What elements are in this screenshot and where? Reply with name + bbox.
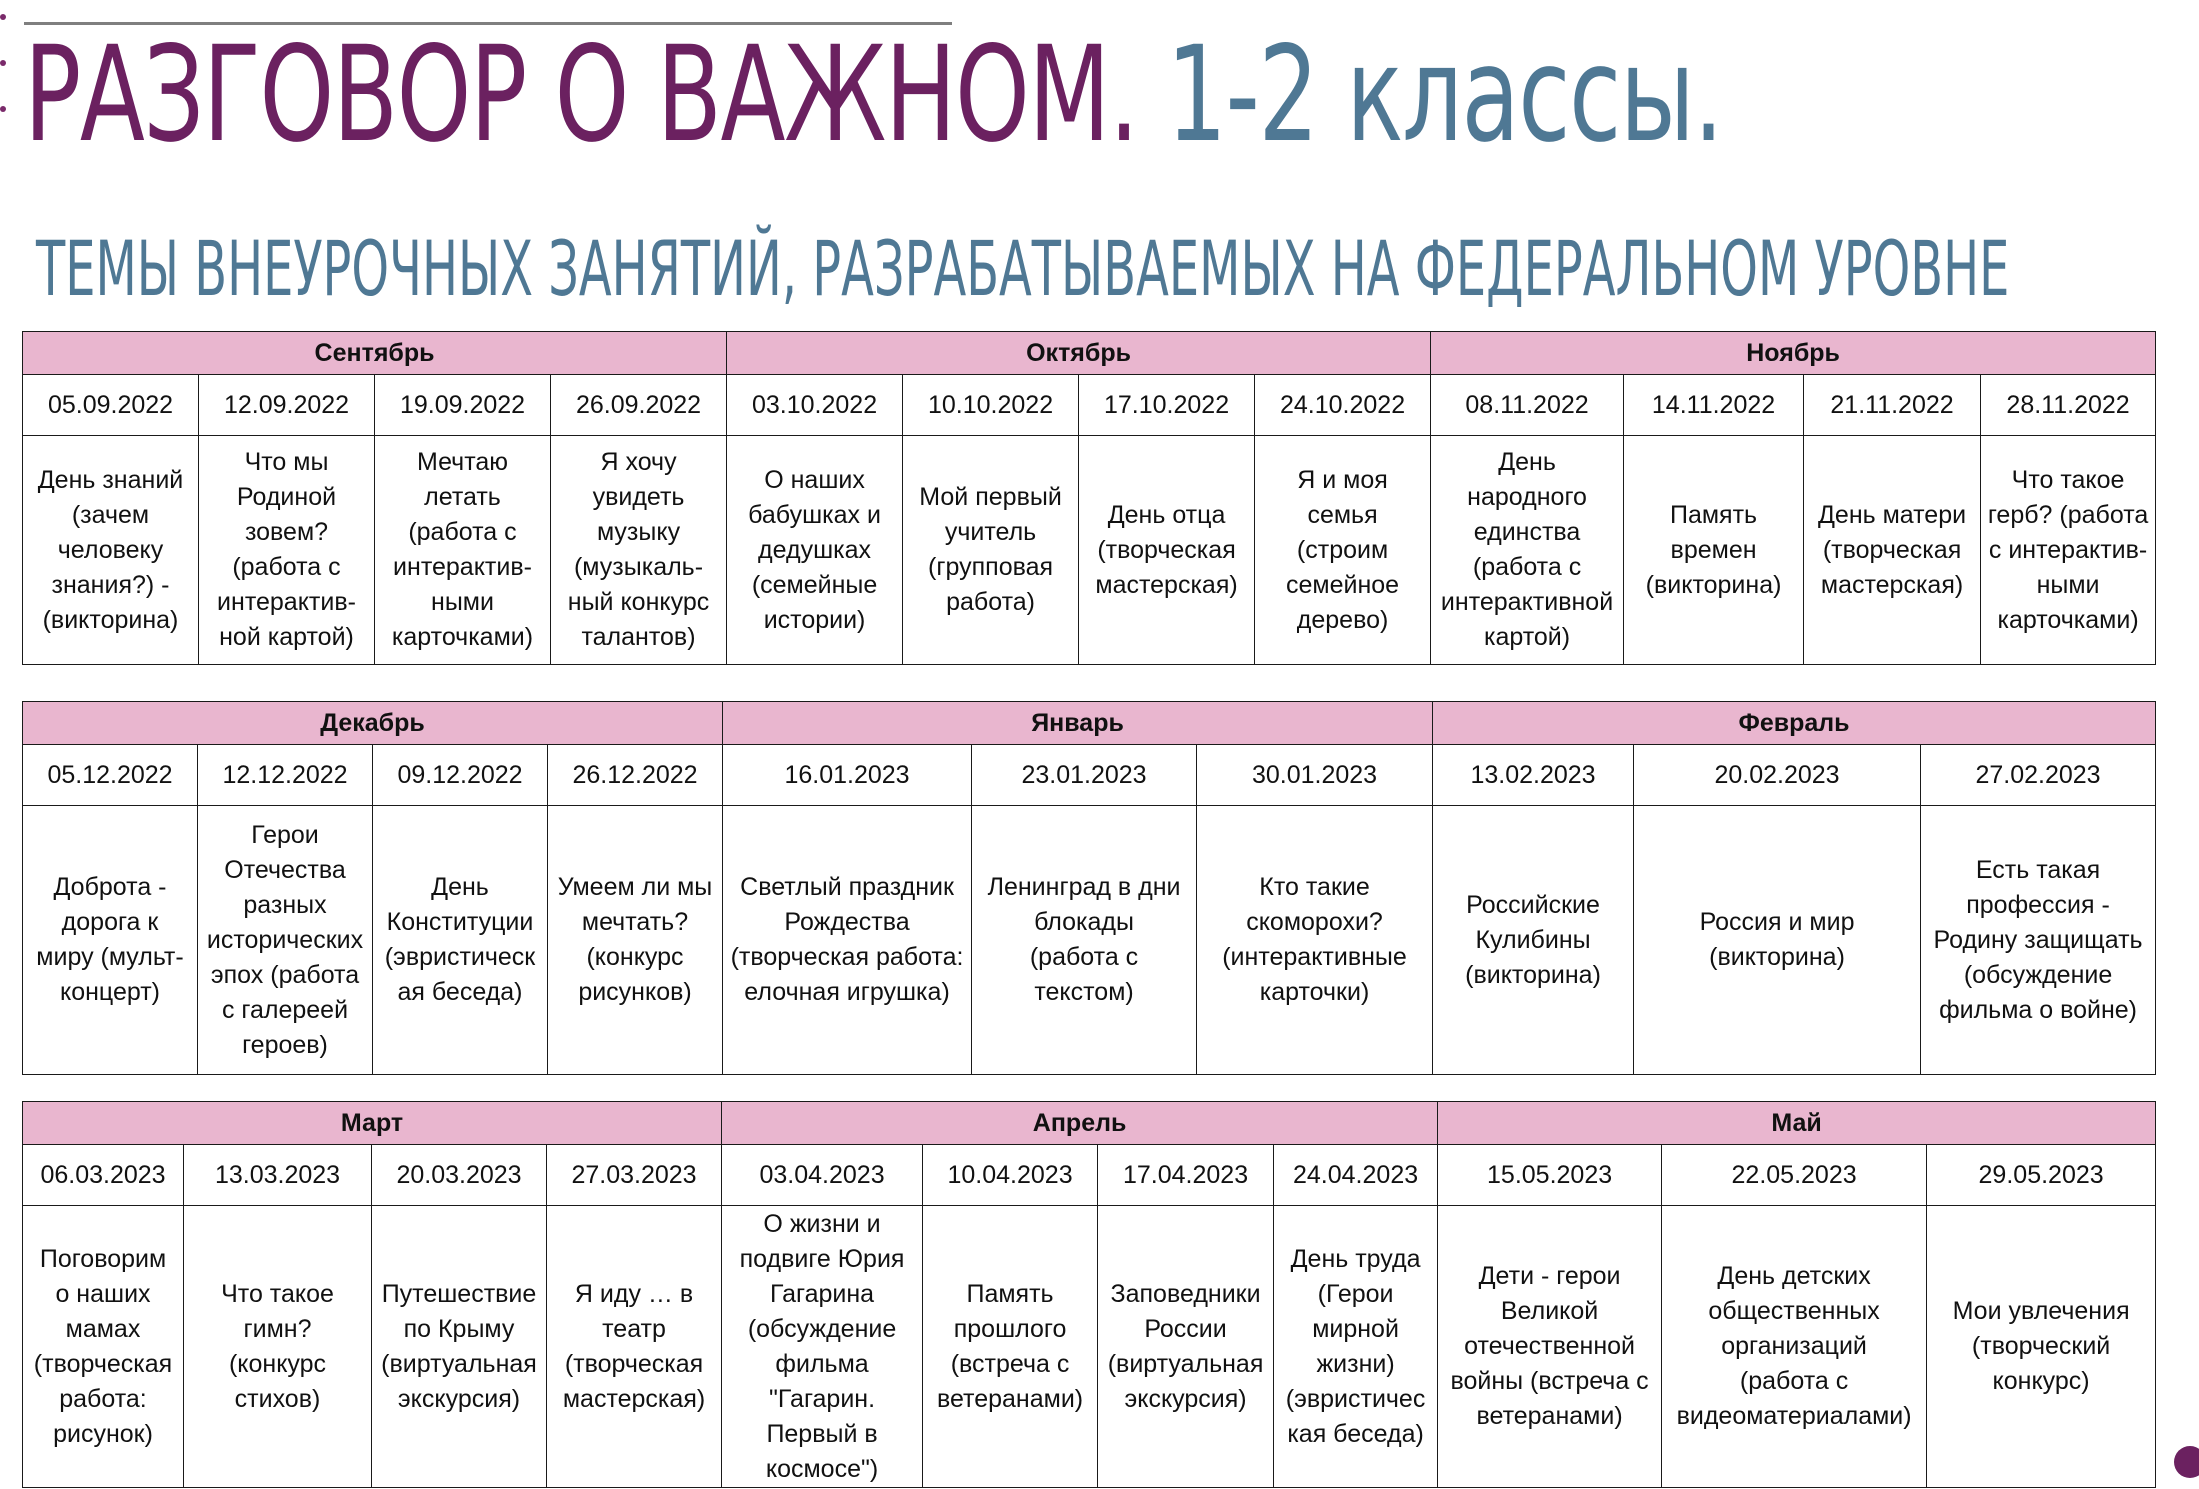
topic-row xyxy=(23,1206,2156,1488)
date-cell: 10.10.2022 xyxy=(903,375,1079,436)
date-cell: 22.05.2023 xyxy=(1662,1145,1927,1206)
schedule-table-spring xyxy=(22,1101,2156,1488)
date-cell: 28.11.2022 xyxy=(1981,375,2156,436)
date-cell: 26.12.2022 xyxy=(548,745,723,806)
topic-cell: День детских общественных организаций (работа с видеоматериалами) xyxy=(1662,1206,1927,1488)
month-header: Сентябрь xyxy=(23,332,727,375)
date-cell: 08.11.2022 xyxy=(1431,375,1624,436)
topic-cell: Я и моя семья (строим семейное дерево) xyxy=(1255,436,1431,665)
month-header: Март xyxy=(23,1102,722,1145)
topic-cell: Я хочу увидеть музыку (музыкаль- ный конкурс талантов) xyxy=(551,436,727,665)
topic-cell: День знаний (зачем человеку знания?) - (викторина) xyxy=(23,436,199,665)
topic-cell: Светлый праздник Рождества (творческая работа: елочная игрушка) xyxy=(723,806,972,1075)
month-header: Январь xyxy=(723,702,1433,745)
topic-cell: Кто такие скоморохи? (интерактивные карточки) xyxy=(1197,806,1433,1075)
date-cell: 30.01.2023 xyxy=(1197,745,1433,806)
date-cell: 20.02.2023 xyxy=(1634,745,1921,806)
date-cell: 14.11.2022 xyxy=(1624,375,1804,436)
topic-cell: Я иду … в театр (творческая мастерская) xyxy=(547,1206,722,1488)
date-cell: 12.09.2022 xyxy=(199,375,375,436)
date-cell: 24.04.2023 xyxy=(1274,1145,1438,1206)
month-header: Ноябрь xyxy=(1431,332,2156,375)
date-cell: 03.10.2022 xyxy=(727,375,903,436)
month-header: Май xyxy=(1438,1102,2156,1145)
date-row xyxy=(23,1145,2156,1206)
topic-cell: Путешествие по Крыму (виртуальная экскурсия) xyxy=(372,1206,547,1488)
topic-cell: Российские Кулибины (викторина) xyxy=(1433,806,1634,1075)
date-cell: 23.01.2023 xyxy=(972,745,1197,806)
page-title xyxy=(24,20,1722,170)
topic-row xyxy=(23,806,2156,1075)
date-cell: 21.11.2022 xyxy=(1804,375,1981,436)
topic-cell: День Конституции (эвристическ ая беседа) xyxy=(373,806,548,1075)
topic-row xyxy=(23,436,2156,665)
date-cell: 15.05.2023 xyxy=(1438,1145,1662,1206)
topic-cell: Память времен (викторина) xyxy=(1624,436,1804,665)
topic-cell: День труда (Герои мирной жизни) (эвристичес кая беседа) xyxy=(1274,1206,1438,1488)
date-row xyxy=(23,375,2156,436)
topic-cell: О наших бабушках и дедушках (семейные истории) xyxy=(727,436,903,665)
date-cell: 17.04.2023 xyxy=(1098,1145,1274,1206)
topic-cell: Что мы Родиной зовем? (работа с интерактив- ной картой) xyxy=(199,436,375,665)
side-decoration xyxy=(0,10,8,160)
topic-cell: Заповедники России (виртуальная экскурсия) xyxy=(1098,1206,1274,1488)
topic-cell: День матери (творческая мастерская) xyxy=(1804,436,1981,665)
topic-cell: Дети - герои Великой отечественной войны (встреча с ветеранами) xyxy=(1438,1206,1662,1488)
title-grade: 1-2 классы. xyxy=(1166,18,1723,172)
corner-decoration xyxy=(2174,1446,2199,1478)
date-cell: 12.12.2022 xyxy=(198,745,373,806)
topic-cell: День народного единства (работа с интерактивной картой) xyxy=(1431,436,1624,665)
month-header: Декабрь xyxy=(23,702,723,745)
date-cell: 10.04.2023 xyxy=(923,1145,1098,1206)
date-cell: 06.03.2023 xyxy=(23,1145,184,1206)
date-cell: 26.09.2022 xyxy=(551,375,727,436)
date-cell: 29.05.2023 xyxy=(1927,1145,2156,1206)
date-cell: 27.03.2023 xyxy=(547,1145,722,1206)
topic-cell: Мои увлечения (творческий конкурс) xyxy=(1927,1206,2156,1488)
month-header: Октябрь xyxy=(727,332,1431,375)
topic-cell: Доброта - дорога к миру (мульт- концерт) xyxy=(23,806,198,1075)
topic-cell: О жизни и подвиге Юрия Гагарина (обсуждение фильма "Гагарин. Первый в космосе") xyxy=(722,1206,923,1488)
title-main: РАЗГОВОР О ВАЖНОМ. xyxy=(24,18,1138,172)
date-cell: 05.09.2022 xyxy=(23,375,199,436)
month-header-row xyxy=(23,1102,2156,1145)
month-header-row xyxy=(23,332,2156,375)
topic-cell: Есть такая профессия - Родину защищать (обсуждение фильма о войне) xyxy=(1921,806,2156,1075)
schedule-table-winter xyxy=(22,701,2156,1075)
date-cell: 27.02.2023 xyxy=(1921,745,2156,806)
date-cell: 17.10.2022 xyxy=(1079,375,1255,436)
date-cell: 20.03.2023 xyxy=(372,1145,547,1206)
topic-cell: Умеем ли мы мечтать? (конкурс рисунков) xyxy=(548,806,723,1075)
topic-cell: Ленинград в дни блокады (работа с текстом) xyxy=(972,806,1197,1075)
date-cell: 13.02.2023 xyxy=(1433,745,1634,806)
month-header: Февраль xyxy=(1433,702,2156,745)
topic-cell: Мечтаю летать (работа с интерактив- ными карточками) xyxy=(375,436,551,665)
topic-cell: День отца (творческая мастерская) xyxy=(1079,436,1255,665)
date-cell: 03.04.2023 xyxy=(722,1145,923,1206)
topic-cell: Мой первый учитель (групповая работа) xyxy=(903,436,1079,665)
date-cell: 16.01.2023 xyxy=(723,745,972,806)
page-subtitle: ТЕМЫ ВНЕУРОЧНЫХ ЗАНЯТИЙ, РАЗРАБАТЫВАЕМЫХ НА ФЕДЕРАЛЬНОМ УРОВНЕ xyxy=(36,224,2010,313)
topic-cell: Что такое герб? (работа с интерактив- ными карточками) xyxy=(1981,436,2156,665)
date-cell: 24.10.2022 xyxy=(1255,375,1431,436)
schedule-table-autumn xyxy=(22,331,2156,665)
month-header-row xyxy=(23,702,2156,745)
date-cell: 05.12.2022 xyxy=(23,745,198,806)
month-header: Апрель xyxy=(722,1102,1438,1145)
topic-cell: Память прошлого (встреча с ветеранами) xyxy=(923,1206,1098,1488)
topic-cell: Герои Отечества разных исторических эпох (работа с галереей героев) xyxy=(198,806,373,1075)
date-row xyxy=(23,745,2156,806)
date-cell: 13.03.2023 xyxy=(184,1145,372,1206)
date-cell: 09.12.2022 xyxy=(373,745,548,806)
topic-cell: Что такое гимн? (конкурс стихов) xyxy=(184,1206,372,1488)
topic-cell: Россия и мир (викторина) xyxy=(1634,806,1921,1075)
date-cell: 19.09.2022 xyxy=(375,375,551,436)
topic-cell: Поговорим о наших мамах (творческая работа: рисунок) xyxy=(23,1206,184,1488)
